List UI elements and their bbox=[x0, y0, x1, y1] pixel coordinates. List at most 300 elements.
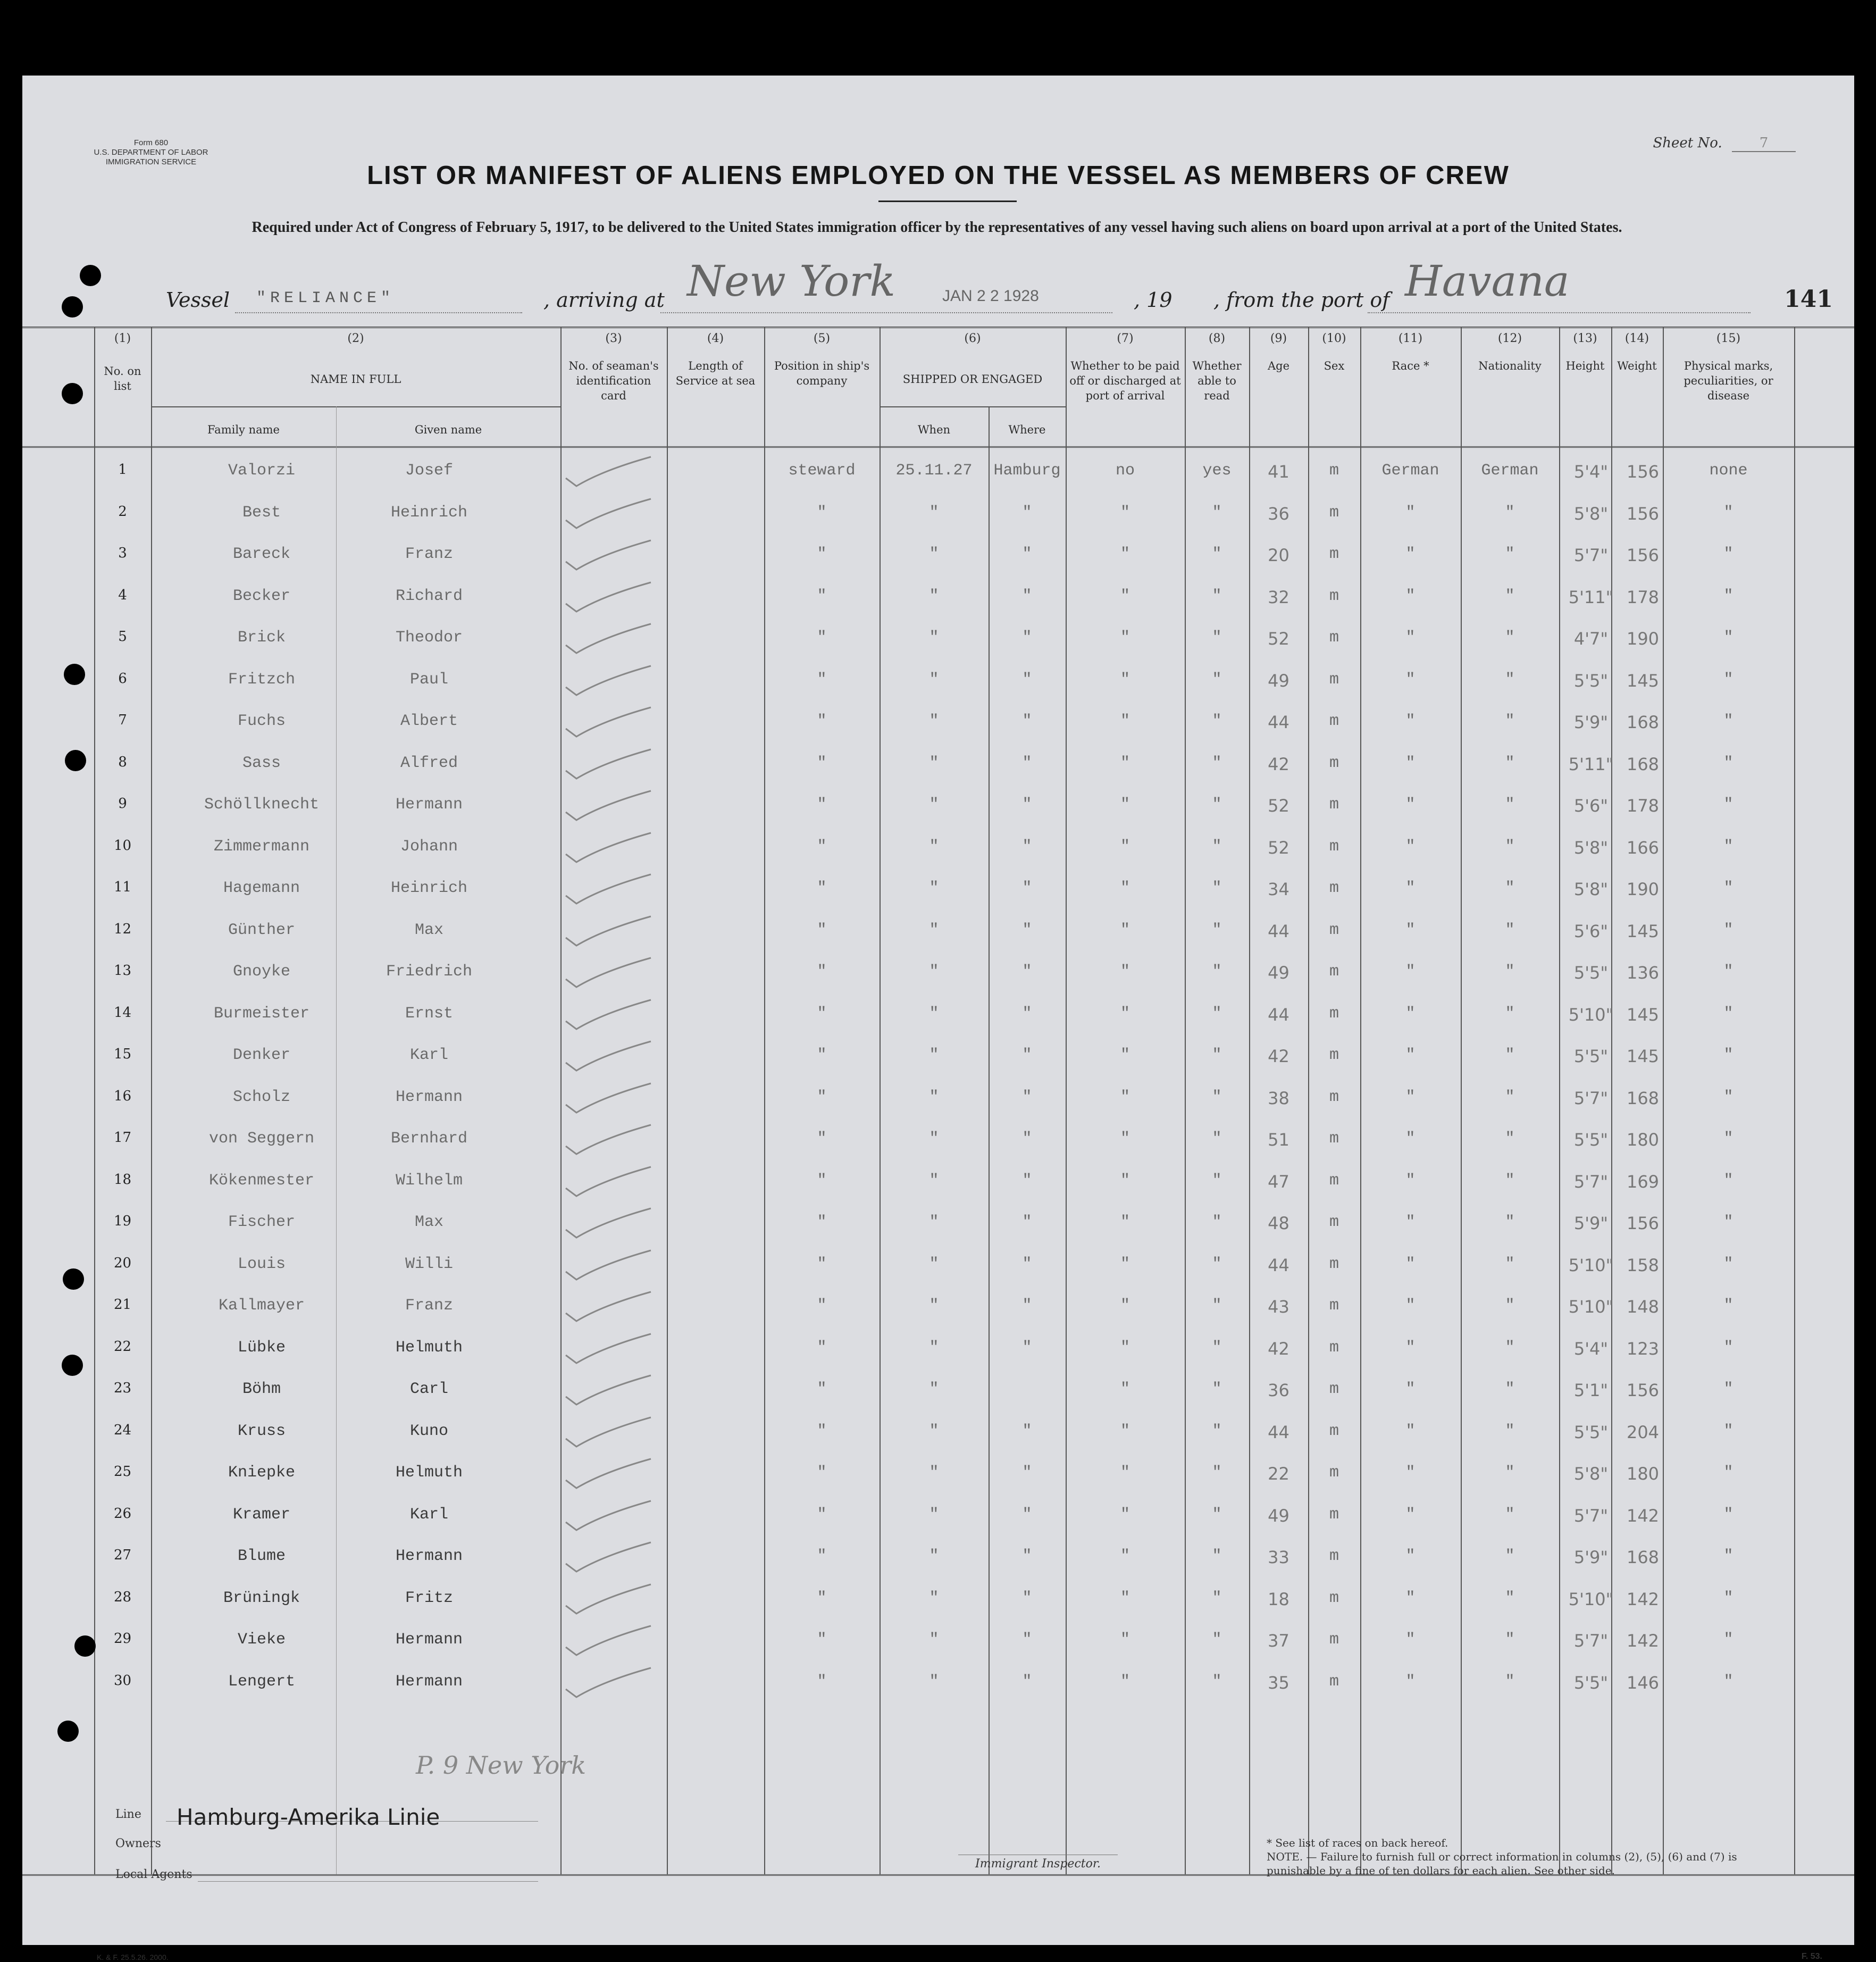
sex: m bbox=[1329, 1380, 1339, 1398]
physical-marks: " bbox=[1723, 1255, 1733, 1273]
table-row bbox=[22, 1619, 1854, 1661]
arriving-label: , arriving at bbox=[543, 288, 665, 312]
height: 5'5" bbox=[1573, 1130, 1609, 1150]
age: 49 bbox=[1268, 1505, 1289, 1526]
given-name: Max bbox=[414, 1213, 443, 1231]
family-name: Fischer bbox=[228, 1213, 296, 1231]
age: 47 bbox=[1268, 1171, 1289, 1192]
header-name: NAME IN FULL bbox=[310, 373, 401, 386]
family-name: Valorzi bbox=[228, 462, 296, 480]
paid-off: " bbox=[1120, 837, 1130, 856]
sex: m bbox=[1329, 754, 1339, 772]
paid-off: " bbox=[1120, 921, 1130, 939]
age: 44 bbox=[1268, 921, 1289, 941]
check-mark-icon bbox=[560, 1456, 661, 1493]
paid-off: " bbox=[1120, 1130, 1130, 1148]
binder-hole bbox=[62, 296, 83, 318]
table-row bbox=[22, 742, 1854, 784]
given-name: Hermann bbox=[395, 1547, 463, 1565]
given-name: Josef bbox=[405, 462, 453, 480]
age: 52 bbox=[1268, 629, 1289, 649]
given-name: Friedrich bbox=[386, 963, 473, 981]
physical-marks: " bbox=[1723, 921, 1733, 939]
able-to-read: " bbox=[1212, 503, 1222, 522]
shipped-where: " bbox=[1022, 1672, 1032, 1691]
given-name: Hermann bbox=[395, 1088, 463, 1106]
row-number: 9 bbox=[118, 796, 127, 812]
given-name: Hermann bbox=[395, 1631, 463, 1649]
given-name: Heinrich bbox=[390, 503, 468, 522]
family-name: Hagemann bbox=[223, 879, 300, 897]
weight: 146 bbox=[1626, 1672, 1660, 1693]
sex: m bbox=[1329, 1547, 1339, 1565]
row-number: 5 bbox=[118, 629, 127, 645]
nationality: " bbox=[1505, 545, 1515, 563]
row-number: 11 bbox=[113, 879, 132, 895]
physical-marks: " bbox=[1723, 1380, 1733, 1398]
able-to-read: " bbox=[1212, 1171, 1222, 1190]
race: " bbox=[1405, 1213, 1416, 1231]
shipped-when: " bbox=[929, 837, 939, 856]
check-mark-icon bbox=[560, 997, 661, 1034]
physical-marks: " bbox=[1723, 1547, 1733, 1565]
family-name: Blume bbox=[237, 1547, 286, 1565]
shipped-where: " bbox=[1022, 1297, 1032, 1315]
shipped-when: " bbox=[929, 879, 939, 897]
sex: m bbox=[1329, 963, 1339, 981]
physical-marks: " bbox=[1723, 1422, 1733, 1440]
sex: m bbox=[1329, 1464, 1339, 1482]
weight: 190 bbox=[1626, 629, 1660, 649]
nationality: " bbox=[1505, 796, 1515, 814]
header-bottom-rule bbox=[22, 446, 1854, 448]
footer-note bbox=[1267, 1836, 1745, 1877]
race: " bbox=[1405, 1004, 1416, 1023]
able-to-read: " bbox=[1212, 1213, 1222, 1231]
from-port-label: , from the port of bbox=[1213, 288, 1390, 312]
manifest-subtitle: Required under Act of Congress of February 5, 1917, to be delivered to the United States immigration officer by the representatives of any vessel having such aliens on board upon arrival at a port of the United States. bbox=[252, 219, 1622, 236]
column-number: (10) bbox=[1322, 332, 1346, 345]
given-name: Karl bbox=[409, 1505, 448, 1524]
paid-off: " bbox=[1120, 1088, 1130, 1106]
check-mark-icon bbox=[560, 1122, 661, 1159]
given-name: Paul bbox=[409, 670, 448, 689]
weight: 142 bbox=[1626, 1505, 1660, 1526]
shipped-when: " bbox=[929, 1672, 939, 1691]
check-mark-icon bbox=[560, 955, 661, 992]
age: 42 bbox=[1268, 754, 1289, 774]
table-row bbox=[22, 1160, 1854, 1202]
check-mark-icon bbox=[560, 1039, 661, 1076]
sex: m bbox=[1329, 545, 1339, 563]
check-mark-icon bbox=[560, 1206, 661, 1243]
position: " bbox=[817, 879, 827, 897]
shipped-where: " bbox=[1022, 1631, 1032, 1649]
able-to-read: " bbox=[1212, 754, 1222, 772]
given-name: Fritz bbox=[405, 1589, 453, 1607]
shipped-when: " bbox=[929, 1380, 939, 1398]
sheet-value: 7 bbox=[1732, 135, 1796, 152]
row-number: 22 bbox=[113, 1338, 132, 1355]
check-mark-icon bbox=[560, 580, 661, 617]
physical-marks: " bbox=[1723, 1171, 1733, 1190]
race: " bbox=[1405, 879, 1416, 897]
age: 18 bbox=[1268, 1589, 1289, 1609]
table-row bbox=[22, 1118, 1854, 1160]
shipped-when: " bbox=[929, 545, 939, 563]
position: " bbox=[817, 1422, 827, 1440]
height: 5'8" bbox=[1573, 879, 1609, 899]
given-name: Kuno bbox=[409, 1422, 448, 1440]
row-number: 6 bbox=[118, 670, 127, 687]
table-row bbox=[22, 1452, 1854, 1494]
nationality: " bbox=[1505, 1297, 1515, 1315]
family-name: Becker bbox=[232, 587, 291, 605]
column-number: (14) bbox=[1624, 332, 1649, 345]
height: 5'5" bbox=[1573, 963, 1609, 983]
shipped-where: " bbox=[1022, 1547, 1032, 1565]
race: " bbox=[1405, 629, 1416, 647]
weight: 158 bbox=[1626, 1255, 1660, 1275]
family-name: Fritzch bbox=[228, 670, 296, 689]
sex: m bbox=[1329, 503, 1339, 522]
able-to-read: " bbox=[1212, 670, 1222, 689]
race: " bbox=[1405, 1088, 1416, 1106]
table-row bbox=[22, 867, 1854, 909]
given-name: Johann bbox=[400, 837, 458, 856]
shipped-where: " bbox=[1022, 754, 1032, 772]
family-name: Burmeister bbox=[213, 1004, 310, 1023]
race: " bbox=[1405, 1046, 1416, 1064]
position: " bbox=[817, 1046, 827, 1064]
paid-off: " bbox=[1120, 1171, 1130, 1190]
weight: 178 bbox=[1626, 796, 1660, 816]
race: " bbox=[1405, 1422, 1416, 1440]
row-number: 3 bbox=[118, 545, 127, 561]
shipped-where: " bbox=[1022, 1589, 1032, 1607]
race: " bbox=[1405, 1130, 1416, 1148]
race: " bbox=[1405, 1380, 1416, 1398]
able-to-read: " bbox=[1212, 1547, 1222, 1565]
check-mark-icon bbox=[560, 1498, 661, 1535]
table-row bbox=[22, 1201, 1854, 1243]
height: 5'9" bbox=[1573, 1547, 1609, 1567]
able-to-read: " bbox=[1212, 1672, 1222, 1691]
family-name: Sass bbox=[242, 754, 281, 772]
column-number: (1) bbox=[114, 332, 131, 345]
column-header: Race * bbox=[1392, 360, 1429, 372]
paid-off: " bbox=[1120, 1464, 1130, 1482]
weight: 142 bbox=[1626, 1631, 1660, 1651]
nationality: " bbox=[1505, 1380, 1515, 1398]
weight: 156 bbox=[1626, 545, 1660, 565]
check-mark-icon bbox=[560, 1331, 661, 1368]
check-mark-icon bbox=[560, 1164, 661, 1201]
age: 49 bbox=[1268, 670, 1289, 691]
check-mark-icon bbox=[560, 705, 661, 742]
check-mark-icon bbox=[560, 663, 661, 700]
height: 5'7" bbox=[1573, 545, 1609, 565]
table-row bbox=[22, 1034, 1854, 1076]
manifest-title: LIST OR MANIFEST OF ALIENS EMPLOYED ON THE VESSEL AS MEMBERS OF CREW bbox=[367, 161, 1510, 190]
form-code: F. 53. bbox=[1801, 1952, 1822, 1961]
race: " bbox=[1405, 545, 1416, 563]
row-number: 2 bbox=[118, 503, 127, 520]
able-to-read: " bbox=[1212, 1004, 1222, 1023]
given-name: Albert bbox=[400, 712, 458, 730]
physical-marks: " bbox=[1723, 1589, 1733, 1607]
race: " bbox=[1405, 1171, 1416, 1190]
paid-off: " bbox=[1120, 1297, 1130, 1315]
position: " bbox=[817, 1255, 827, 1273]
row-number: 12 bbox=[113, 921, 132, 937]
age: 20 bbox=[1268, 545, 1289, 565]
check-mark-icon bbox=[560, 538, 661, 575]
sex: m bbox=[1329, 1004, 1339, 1023]
check-mark-icon bbox=[560, 1540, 661, 1577]
able-to-read: " bbox=[1212, 1255, 1222, 1273]
shipped-subheader-rule bbox=[880, 406, 1066, 407]
age: 41 bbox=[1268, 462, 1289, 482]
able-to-read: " bbox=[1212, 921, 1222, 939]
row-number: 28 bbox=[113, 1589, 132, 1605]
nationality: " bbox=[1505, 1505, 1515, 1524]
sex: m bbox=[1329, 796, 1339, 814]
table-row bbox=[22, 492, 1854, 534]
nationality: German bbox=[1481, 462, 1539, 480]
family-name: Kramer bbox=[232, 1505, 291, 1524]
vessel-label: Vessel bbox=[166, 288, 230, 312]
nationality: " bbox=[1505, 921, 1515, 939]
physical-marks: " bbox=[1723, 629, 1733, 647]
table-row bbox=[22, 617, 1854, 659]
column-number: (7) bbox=[1117, 332, 1134, 345]
shipped-when: " bbox=[929, 587, 939, 605]
check-mark-icon bbox=[560, 454, 661, 491]
sex: m bbox=[1329, 1672, 1339, 1691]
weight: 166 bbox=[1626, 837, 1660, 858]
row-number: 25 bbox=[113, 1464, 132, 1480]
given-name: Karl bbox=[409, 1046, 448, 1064]
shipped-where: " bbox=[1022, 1088, 1032, 1106]
column-number: (9) bbox=[1270, 332, 1287, 345]
given-name: Hermann bbox=[395, 796, 463, 814]
binder-hole bbox=[57, 1721, 79, 1742]
paid-off: " bbox=[1120, 1213, 1130, 1231]
position: " bbox=[817, 921, 827, 939]
check-mark-icon bbox=[560, 1081, 661, 1118]
check-mark-icon bbox=[560, 1582, 661, 1619]
sex: m bbox=[1329, 1213, 1339, 1231]
row-number: 29 bbox=[113, 1631, 132, 1647]
shipped-when: 25.11.27 bbox=[895, 462, 973, 480]
row-number: 14 bbox=[113, 1004, 132, 1021]
shipped-where: " bbox=[1022, 503, 1032, 522]
binder-hole bbox=[80, 265, 101, 286]
sex: m bbox=[1329, 462, 1339, 480]
family-name: Brüningk bbox=[223, 1589, 300, 1607]
column-header: Length of Service at sea bbox=[675, 360, 756, 387]
column-number: (11) bbox=[1398, 332, 1423, 345]
able-to-read: " bbox=[1212, 1130, 1222, 1148]
race: " bbox=[1405, 670, 1416, 689]
position: " bbox=[817, 1505, 827, 1524]
race: " bbox=[1405, 1589, 1416, 1607]
height: 5'1" bbox=[1573, 1380, 1609, 1400]
age: 34 bbox=[1268, 879, 1289, 899]
paid-off: " bbox=[1120, 503, 1130, 522]
shipped-where: " bbox=[1022, 1130, 1032, 1148]
nationality: " bbox=[1505, 1338, 1515, 1357]
shipped-where: " bbox=[1022, 796, 1032, 814]
physical-marks: " bbox=[1723, 1464, 1733, 1482]
family-name: Zimmermann bbox=[213, 837, 310, 856]
height: 5'10" bbox=[1568, 1255, 1614, 1275]
table-row bbox=[22, 826, 1854, 868]
given-name: Theodor bbox=[395, 629, 463, 647]
height: 5'4" bbox=[1573, 1338, 1609, 1359]
shipped-when: " bbox=[929, 629, 939, 647]
nationality: " bbox=[1505, 1088, 1515, 1106]
able-to-read: " bbox=[1212, 1046, 1222, 1064]
position: " bbox=[817, 1088, 827, 1106]
physical-marks: " bbox=[1723, 545, 1733, 563]
height: 5'7" bbox=[1573, 1171, 1609, 1192]
family-name: von Seggern bbox=[208, 1130, 315, 1148]
age: 35 bbox=[1268, 1672, 1289, 1693]
header-shipped: SHIPPED OR ENGAGED bbox=[902, 373, 1043, 386]
shipped-where: Hamburg bbox=[993, 462, 1061, 480]
family-name: Schöllknecht bbox=[204, 796, 320, 814]
shipped-when: " bbox=[929, 1589, 939, 1607]
column-header: Weight bbox=[1617, 360, 1657, 372]
physical-marks: " bbox=[1723, 503, 1733, 522]
check-mark-icon bbox=[560, 830, 661, 867]
arriving-rule bbox=[660, 312, 1112, 313]
column-header: Height bbox=[1565, 360, 1605, 372]
shipped-where: " bbox=[1022, 1464, 1032, 1482]
column-header: Physical marks, peculiarities, or disease bbox=[1684, 360, 1773, 402]
given-name: Helmuth bbox=[395, 1464, 463, 1482]
check-mark-icon bbox=[560, 621, 661, 658]
column-number: (13) bbox=[1573, 332, 1597, 345]
sex: m bbox=[1329, 1505, 1339, 1524]
sheet-label: Sheet No. bbox=[1653, 135, 1722, 151]
table-row bbox=[22, 1535, 1854, 1577]
given-name: Alfred bbox=[400, 754, 458, 772]
check-mark-icon bbox=[560, 1623, 661, 1660]
sex: m bbox=[1329, 1631, 1339, 1649]
column-header: No. of seaman's identification card bbox=[568, 360, 659, 402]
position: " bbox=[817, 796, 827, 814]
service-name: IMMIGRATION SERVICE bbox=[105, 157, 197, 166]
paid-off: " bbox=[1120, 545, 1130, 563]
able-to-read: " bbox=[1212, 1088, 1222, 1106]
physical-marks: " bbox=[1723, 1046, 1733, 1064]
row-number: 17 bbox=[113, 1130, 132, 1146]
age: 36 bbox=[1268, 1380, 1289, 1400]
column-header: Position in ship's company bbox=[774, 360, 870, 387]
nationality: " bbox=[1505, 1171, 1515, 1190]
family-name: Günther bbox=[228, 921, 296, 939]
vessel-name-rule bbox=[235, 312, 522, 313]
height: 4'7" bbox=[1573, 629, 1609, 649]
column-header: Age bbox=[1267, 360, 1290, 372]
nationality: " bbox=[1505, 1004, 1515, 1023]
able-to-read: " bbox=[1212, 1380, 1222, 1398]
physical-marks: " bbox=[1723, 1004, 1733, 1023]
shipped-where: " bbox=[1022, 1255, 1032, 1273]
height: 5'10" bbox=[1568, 1589, 1614, 1609]
header-where: Where bbox=[1008, 423, 1046, 436]
position: " bbox=[817, 545, 827, 563]
row-number: 26 bbox=[113, 1505, 132, 1522]
nationality: " bbox=[1505, 1213, 1515, 1231]
able-to-read: " bbox=[1212, 1422, 1222, 1440]
table-row bbox=[22, 450, 1854, 492]
position: " bbox=[817, 1338, 827, 1357]
shipped-when: " bbox=[929, 1338, 939, 1357]
position: " bbox=[817, 503, 827, 522]
table-row bbox=[22, 1243, 1854, 1285]
physical-marks: " bbox=[1723, 1213, 1733, 1231]
family-name: Fuchs bbox=[237, 712, 286, 730]
column-number: (15) bbox=[1716, 332, 1741, 345]
shipped-when: " bbox=[929, 963, 939, 981]
binder-hole bbox=[64, 664, 85, 685]
given-name: Wilhelm bbox=[395, 1171, 463, 1190]
position: " bbox=[817, 754, 827, 772]
nationality: " bbox=[1505, 754, 1515, 772]
table-top-rule bbox=[22, 327, 1854, 328]
height: 5'6" bbox=[1573, 796, 1609, 816]
able-to-read: " bbox=[1212, 963, 1222, 981]
department-name: U.S. DEPARTMENT OF LABOR bbox=[94, 148, 208, 157]
table-row bbox=[22, 951, 1854, 993]
able-to-read: " bbox=[1212, 1505, 1222, 1524]
paid-off: " bbox=[1120, 1255, 1130, 1273]
able-to-read: " bbox=[1212, 1631, 1222, 1649]
given-name: Ernst bbox=[405, 1004, 453, 1023]
shipped-when: " bbox=[929, 1171, 939, 1190]
family-name: Kniepke bbox=[228, 1464, 296, 1482]
age: 52 bbox=[1268, 837, 1289, 858]
given-name: Heinrich bbox=[390, 879, 468, 897]
crew-table bbox=[22, 327, 1854, 1874]
race: " bbox=[1405, 712, 1416, 730]
row-number: 4 bbox=[118, 587, 127, 603]
row-number: 13 bbox=[113, 963, 132, 979]
position: " bbox=[817, 1547, 827, 1565]
given-name: Bernhard bbox=[390, 1130, 468, 1148]
height: 5'5" bbox=[1573, 1046, 1609, 1066]
form-number: Form 680 bbox=[133, 138, 169, 147]
shipped-when: " bbox=[929, 712, 939, 730]
height: 5'5" bbox=[1573, 670, 1609, 691]
check-mark-icon bbox=[560, 1415, 661, 1452]
sex: m bbox=[1329, 1338, 1339, 1357]
shipped-when: " bbox=[929, 1255, 939, 1273]
print-code: K. & F. 25.5.26. 2000. bbox=[97, 1953, 169, 1961]
able-to-read: " bbox=[1212, 879, 1222, 897]
table-row bbox=[22, 533, 1854, 575]
nationality: " bbox=[1505, 1422, 1515, 1440]
nationality: " bbox=[1505, 1672, 1515, 1691]
shipped-where: " bbox=[1022, 1213, 1032, 1231]
able-to-read: yes bbox=[1202, 462, 1232, 480]
shipped-when: " bbox=[929, 796, 939, 814]
row-number: 23 bbox=[113, 1380, 132, 1396]
